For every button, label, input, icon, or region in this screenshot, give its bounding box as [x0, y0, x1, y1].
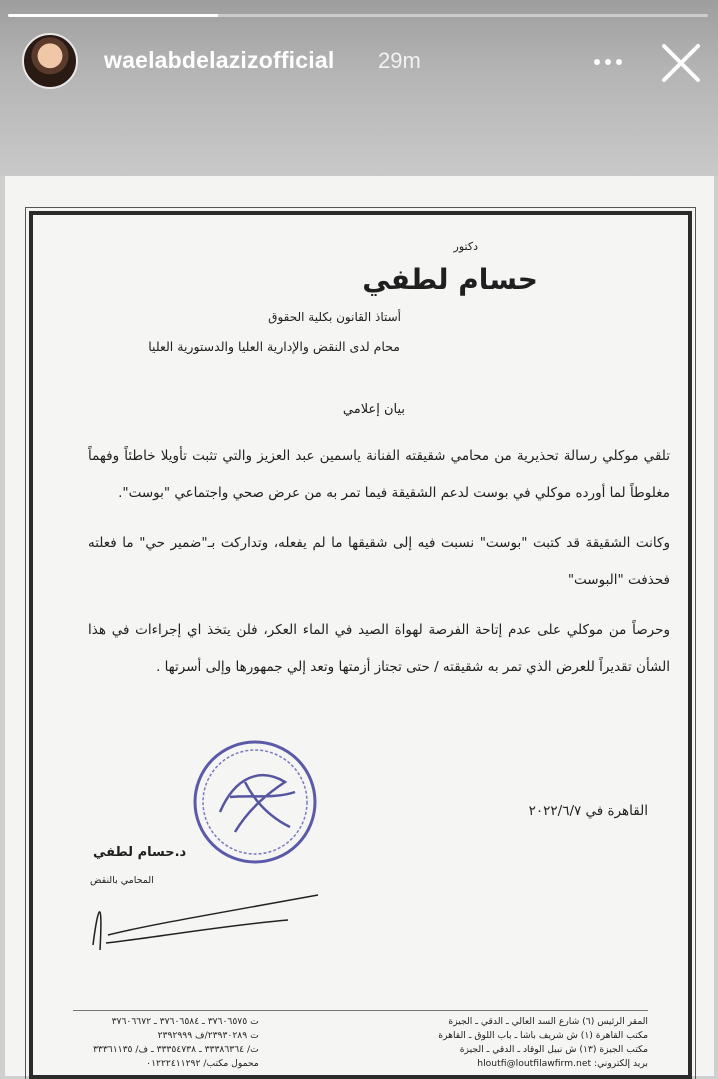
footer-phones — [93, 1015, 259, 1071]
seal-stamp — [190, 737, 320, 867]
footer-line: بريد إلكتروني: hloutfi@loutfilawfirm.net — [477, 1058, 648, 1069]
letter-title-line2: محام لدى النقض والإدارية العليا والدستورية العليا — [148, 339, 400, 354]
letter-paragraph: وحرصاً من موكلي على عدم إتاحة الفرصة لهواة الصيد في الماء العكر، فلن يتخذ اي إجراءات في هذا الشأن تقديراً للعرض الذي تمر به شقيقته / حتى تجتاز أزمتها وتعد إلي جمهورها وإلى أسرتها . — [88, 622, 670, 675]
letter-doctor-label: دكتور — [453, 240, 478, 253]
footer-line: ت ٢٣٩٣٠٢٨٩/ف ٢٣٩٢٩٩٩ — [157, 1030, 259, 1041]
footer-line: ت/ ٣٣٣٨٦٣٦٤ ـ ٣٣٣٥٤٧٣٨ ـ ف/ ٣٣٣٦١١٣٥ — [93, 1044, 259, 1055]
story-header — [0, 0, 718, 176]
letter-document — [29, 211, 692, 1079]
letter-title-line1: أستاذ القانون بكلية الحقوق — [268, 310, 401, 324]
more-horizontal-icon[interactable] — [590, 52, 626, 72]
footer-line: محمول مكتب/ ٠١٢٢٢٤١١٢٩٢ — [146, 1058, 259, 1069]
signature-role: المحامي بالنقض — [90, 875, 154, 886]
footer-line: المقر الرئيس (٦) شارع السد العالي ـ الدقي ـ الجيزة — [448, 1016, 648, 1027]
footer-line: مكتب القاهرة (١) ش شريف باشا ـ باب اللوق ـ القاهرة — [438, 1030, 648, 1041]
letter-sender-name: حسام لطفي — [362, 263, 538, 296]
signature-name: د.حسام لطفي — [93, 845, 187, 860]
letter-paragraph: وكانت الشقيقة قد كتبت "بوست" نسبت فيه إلى شقيقها ما لم يفعله، وتداركت بـ"ضمير حي" ما فعلته فحذفت "البوست" — [88, 535, 670, 588]
story-timestamp: 29m — [378, 48, 421, 73]
letter-city-date: القاهرة في ٢٠٢٢/٦/٧ — [528, 803, 648, 819]
avatar[interactable] — [22, 33, 78, 89]
story-progress-fill — [8, 14, 218, 17]
footer-addresses — [438, 1015, 648, 1071]
letter-paragraph: تلقي موكلي رسالة تحذيرية من محامي شقيقته الفنانة ياسمين عبد العزيز والتي تثبت تأويلا خاطئاً وفهماً مغلوطاً لما أورده موكلي في بوست لدعم الشقيقة فيما تمر به من عرض صحي واجتماعي "بوست". — [88, 448, 670, 501]
letter-body — [88, 438, 670, 699]
story-progress-bar — [8, 14, 708, 17]
story-image[interactable] — [5, 176, 714, 1076]
handwritten-signature — [88, 865, 328, 955]
footer-line: مكتب الجيزة (١٣) ش نبيل الوقاد ـ الدقي ـ الجيزة — [459, 1044, 648, 1055]
close-icon[interactable] — [660, 42, 702, 84]
footer-divider — [73, 1010, 648, 1011]
letter-heading: بيان إعلامي — [342, 402, 405, 417]
footer-line: ت ٣٧٦٠٦٥٧٥ ـ ٣٧٦٠٦٥٨٤ ـ ٣٧٦٠٦٦٧٢ — [111, 1016, 259, 1027]
story-username[interactable]: waelabdelazizofficial — [104, 47, 335, 73]
